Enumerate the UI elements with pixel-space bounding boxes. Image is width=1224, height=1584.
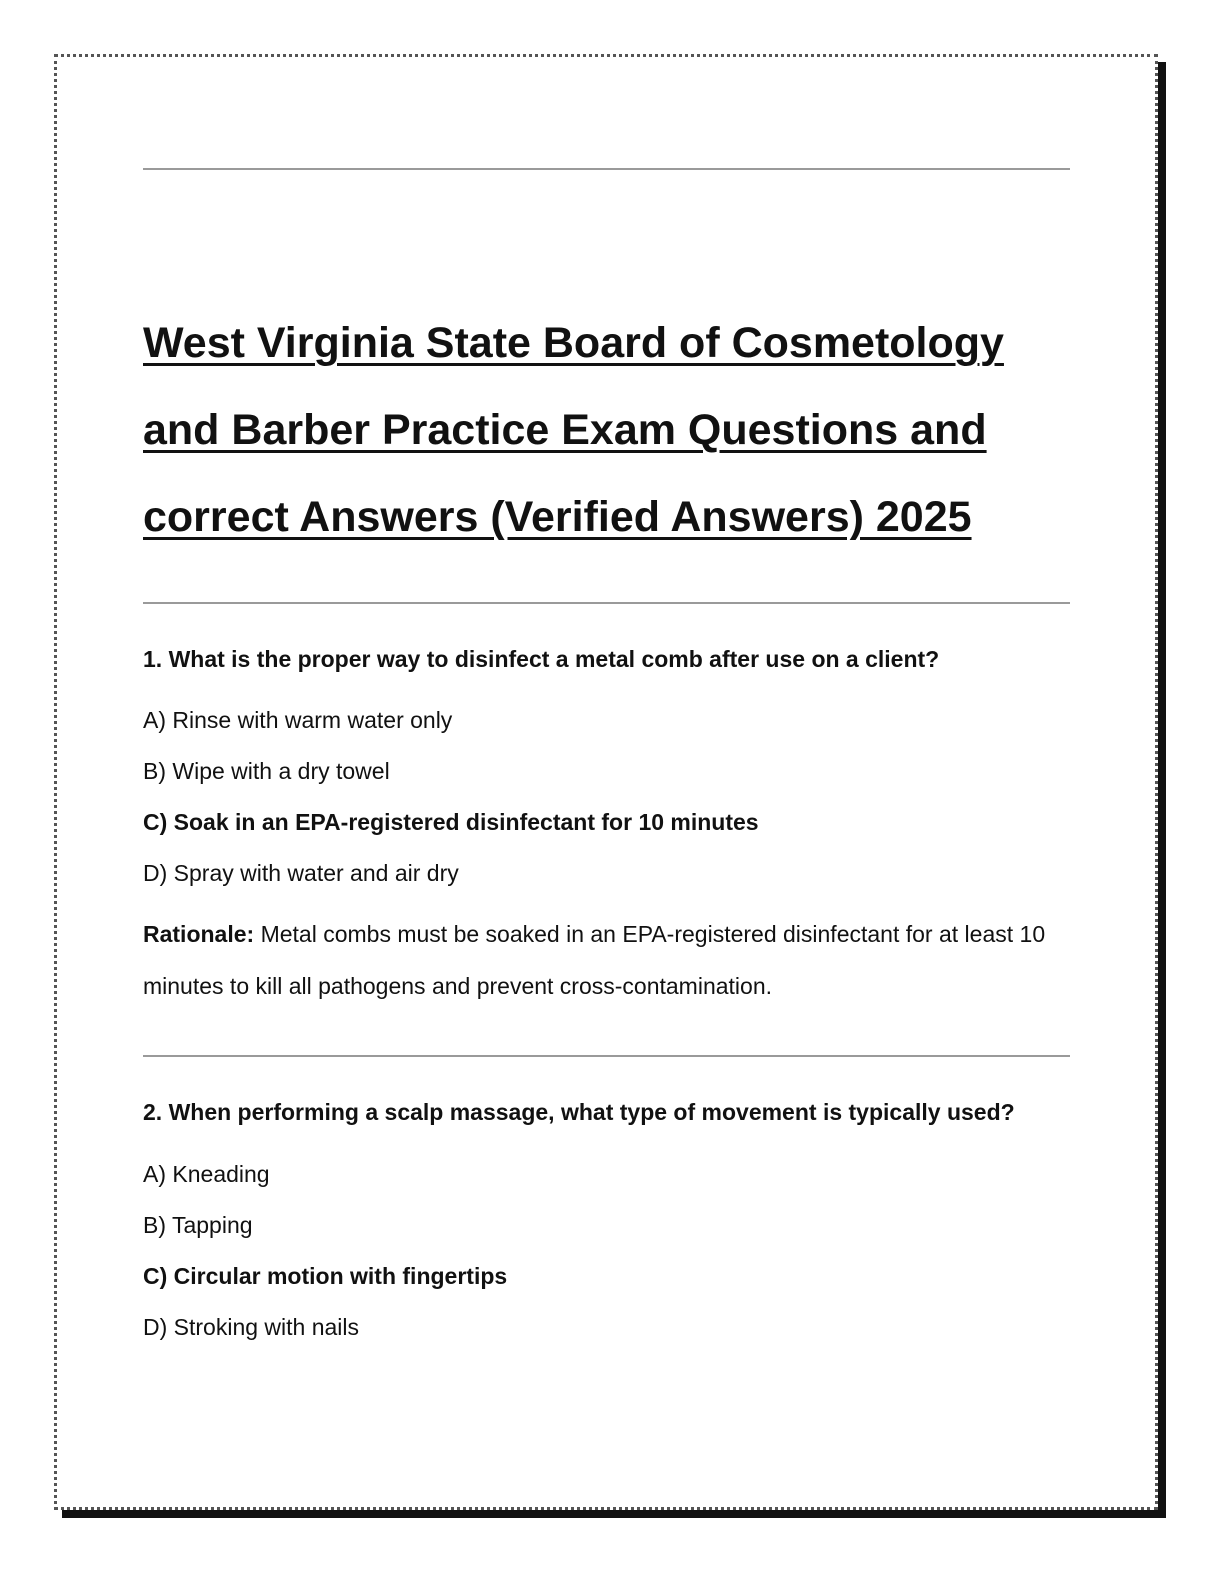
rationale-text: Metal combs must be soaked in an EPA-registered disinfectant for at least 10 minutes to kill all pathogens and prevent cross-contamination. xyxy=(143,921,1046,999)
question-1-option-d xyxy=(143,858,1073,888)
question-2-option-b xyxy=(143,1210,1073,1240)
question-2-block xyxy=(143,1097,1073,1127)
question-2-option-d xyxy=(143,1312,1073,1342)
question-1-option-b xyxy=(143,756,1073,786)
document-title: West Virginia State Board of Cosmetology and Barber Practice Exam Questions and correct Answers (Verified Answers) 2025 xyxy=(143,319,1004,541)
divider-after-title xyxy=(143,602,1070,604)
question-1-option-a xyxy=(143,705,1073,735)
question-1-text: 1. What is the proper way to disinfect a metal comb after use on a client? xyxy=(143,646,940,672)
rationale-paragraph xyxy=(143,908,1073,1012)
question-2-text: 2. When performing a scalp massage, what type of movement is typically used? xyxy=(143,1099,1015,1125)
correct-option-text: C) Soak in an EPA-registered disinfectant for 10 minutes xyxy=(143,809,759,835)
question-2-option-c xyxy=(143,1261,1073,1291)
divider-top xyxy=(143,168,1070,170)
divider-between-questions xyxy=(143,1055,1070,1057)
option-text: A) Kneading xyxy=(143,1161,270,1187)
question-1-rationale xyxy=(143,908,1073,1012)
page-shadow-right xyxy=(1158,62,1166,1518)
rationale-label: Rationale: xyxy=(143,921,255,947)
option-text: A) Rinse with warm water only xyxy=(143,707,453,733)
correct-option-text: C) Circular motion with fingertips xyxy=(143,1263,508,1289)
question-1-block xyxy=(143,644,1073,674)
question-2-option-a xyxy=(143,1159,1073,1189)
option-text: B) Wipe with a dry towel xyxy=(143,758,390,784)
option-text: B) Tapping xyxy=(143,1212,253,1238)
option-text: D) Spray with water and air dry xyxy=(143,860,459,886)
question-1-option-c xyxy=(143,807,1073,837)
page-shadow-bottom xyxy=(62,1510,1166,1518)
option-text: D) Stroking with nails xyxy=(143,1314,360,1340)
